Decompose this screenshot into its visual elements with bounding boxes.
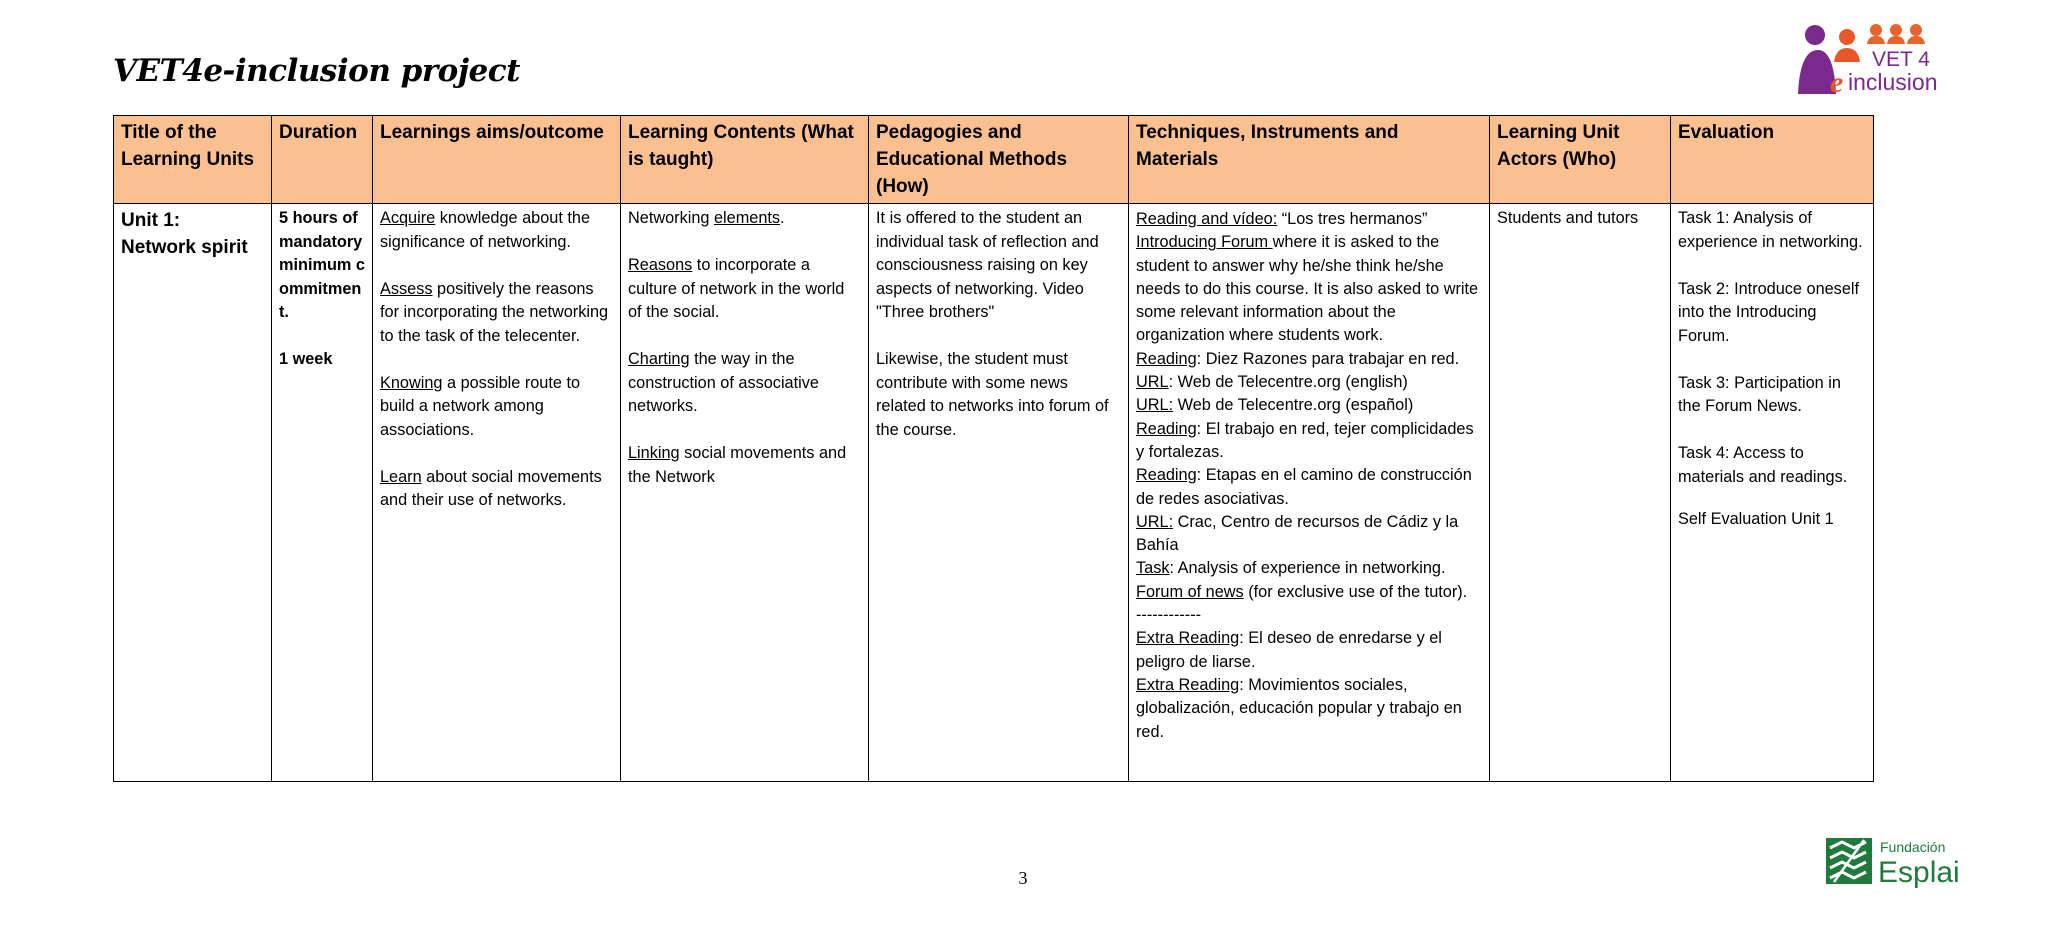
technique-item: URL: Web de Telecentre.org (english)	[1136, 373, 1408, 392]
aim-item: Assess positively the reasons for incorporating the networking to the task of the telecenter.	[380, 279, 609, 345]
evaluation-item: Task 2: Introduce oneself into the Introducing Forum.	[1678, 279, 1860, 345]
content-item: Linking social movements and the Network	[628, 444, 847, 486]
duration-commitment: 5 hours of mandatory minimum commitment.	[279, 209, 365, 321]
pedagogy-item: Likewise, the student must contribute with some news related to networks into forum of the course.	[876, 350, 1109, 439]
header-techniques: Techniques, Instruments and Materials	[1129, 116, 1490, 204]
header-duration: Duration	[272, 116, 373, 204]
aim-item: Learn about social movements and their use of networks.	[380, 467, 602, 509]
evaluation-item: Task 4: Access to materials and readings.	[1678, 444, 1848, 486]
technique-item: Reading and vídeo: “Los tres hermanos”	[1136, 210, 1428, 228]
content-item: Charting the way in the construction of associative networks.	[628, 350, 819, 415]
technique-item: Reading: Etapas en el camino de construcción de redes asociativas.	[1136, 466, 1472, 508]
technique-item: Forum of news (for exclusive use of the tutor).	[1136, 582, 1468, 601]
aim-item: Acquire knowledge about the significance of networking.	[380, 209, 591, 251]
evaluation-item: Task 1: Analysis of experience in networking.	[1678, 209, 1863, 251]
table-header-row	[114, 116, 1874, 204]
cell-contents	[621, 204, 869, 782]
cell-actors: Students and tutors	[1490, 204, 1671, 782]
cell-aims	[373, 204, 621, 782]
technique-item: Reading: Diez Razones para trabajar en red.	[1136, 349, 1460, 368]
cell-techniques	[1129, 204, 1490, 782]
learning-units-table	[113, 115, 1874, 782]
header-contents: Learning Contents (What is taught)	[621, 116, 869, 204]
page-number: 3	[1018, 868, 1028, 888]
cell-duration	[272, 204, 373, 782]
cell-evaluation	[1671, 204, 1874, 782]
unit-name: Network spirit	[121, 237, 248, 258]
header-actors: Learning Unit Actors (Who)	[1490, 116, 1671, 204]
technique-item: Extra Reading: El deseo de enredarse y el peligro de liarse.	[1136, 629, 1442, 671]
header-pedagogies: Pedagogies and Educational Methods (How)	[869, 116, 1129, 204]
aim-item: Knowing a possible route to build a network among associations.	[380, 373, 581, 439]
technique-item: URL: Crac, Centro de recursos de Cádiz y la Bahía	[1136, 512, 1459, 555]
vet4-einclusion-logo	[1796, 22, 1941, 96]
cell-unit-title	[114, 204, 272, 782]
table-row	[114, 204, 1874, 782]
svg-text:Fundación: Fundación	[1880, 839, 1946, 855]
technique-item: Extra Reading: Movimientos sociales, globalización, educación popular y trabajo en red.	[1136, 675, 1462, 741]
content-item: Networking elements.	[628, 209, 785, 227]
page-title: VET4e-inclusion project	[113, 53, 520, 89]
svg-text:Esplai: Esplai	[1878, 856, 1960, 888]
svg-text:e: e	[1830, 66, 1844, 96]
header-aims: Learnings aims/outcome	[373, 116, 621, 204]
evaluation-item: Task 3: Participation in the Forum News.	[1678, 373, 1841, 415]
header-title: Title of the Learning Units	[114, 116, 272, 204]
technique-item: Reading: El trabajo en red, tejer complicidades y fortalezas.	[1136, 419, 1474, 461]
duration-week: 1 week	[279, 350, 333, 368]
header-evaluation: Evaluation	[1671, 116, 1874, 204]
technique-item: URL: Web de Telecentre.org (español)	[1136, 396, 1414, 415]
technique-separator: ------------	[1136, 606, 1202, 625]
cell-pedagogies	[869, 204, 1129, 782]
evaluation-item: Self Evaluation Unit 1	[1678, 510, 1834, 528]
svg-text:VET 4: VET 4	[1872, 48, 1930, 71]
technique-item: Introducing Forum where it is asked to the student to answer why he/she think he/she needs to do this course. It is also asked to write some relevant information about the organization where students work.	[1136, 233, 1479, 345]
svg-text:inclusion: inclusion	[1848, 69, 1938, 95]
technique-item: Task: Analysis of experience in networking.	[1136, 559, 1446, 578]
pedagogy-item: It is offered to the student an individual task of reflection and consciousness raising on key aspects of networking. Video "Three brothers"	[876, 209, 1099, 321]
fundacion-esplai-logo	[1826, 836, 1962, 888]
unit-number: Unit 1:	[121, 210, 181, 231]
content-item: Reasons to incorporate a culture of network in the world of the social.	[628, 256, 845, 321]
